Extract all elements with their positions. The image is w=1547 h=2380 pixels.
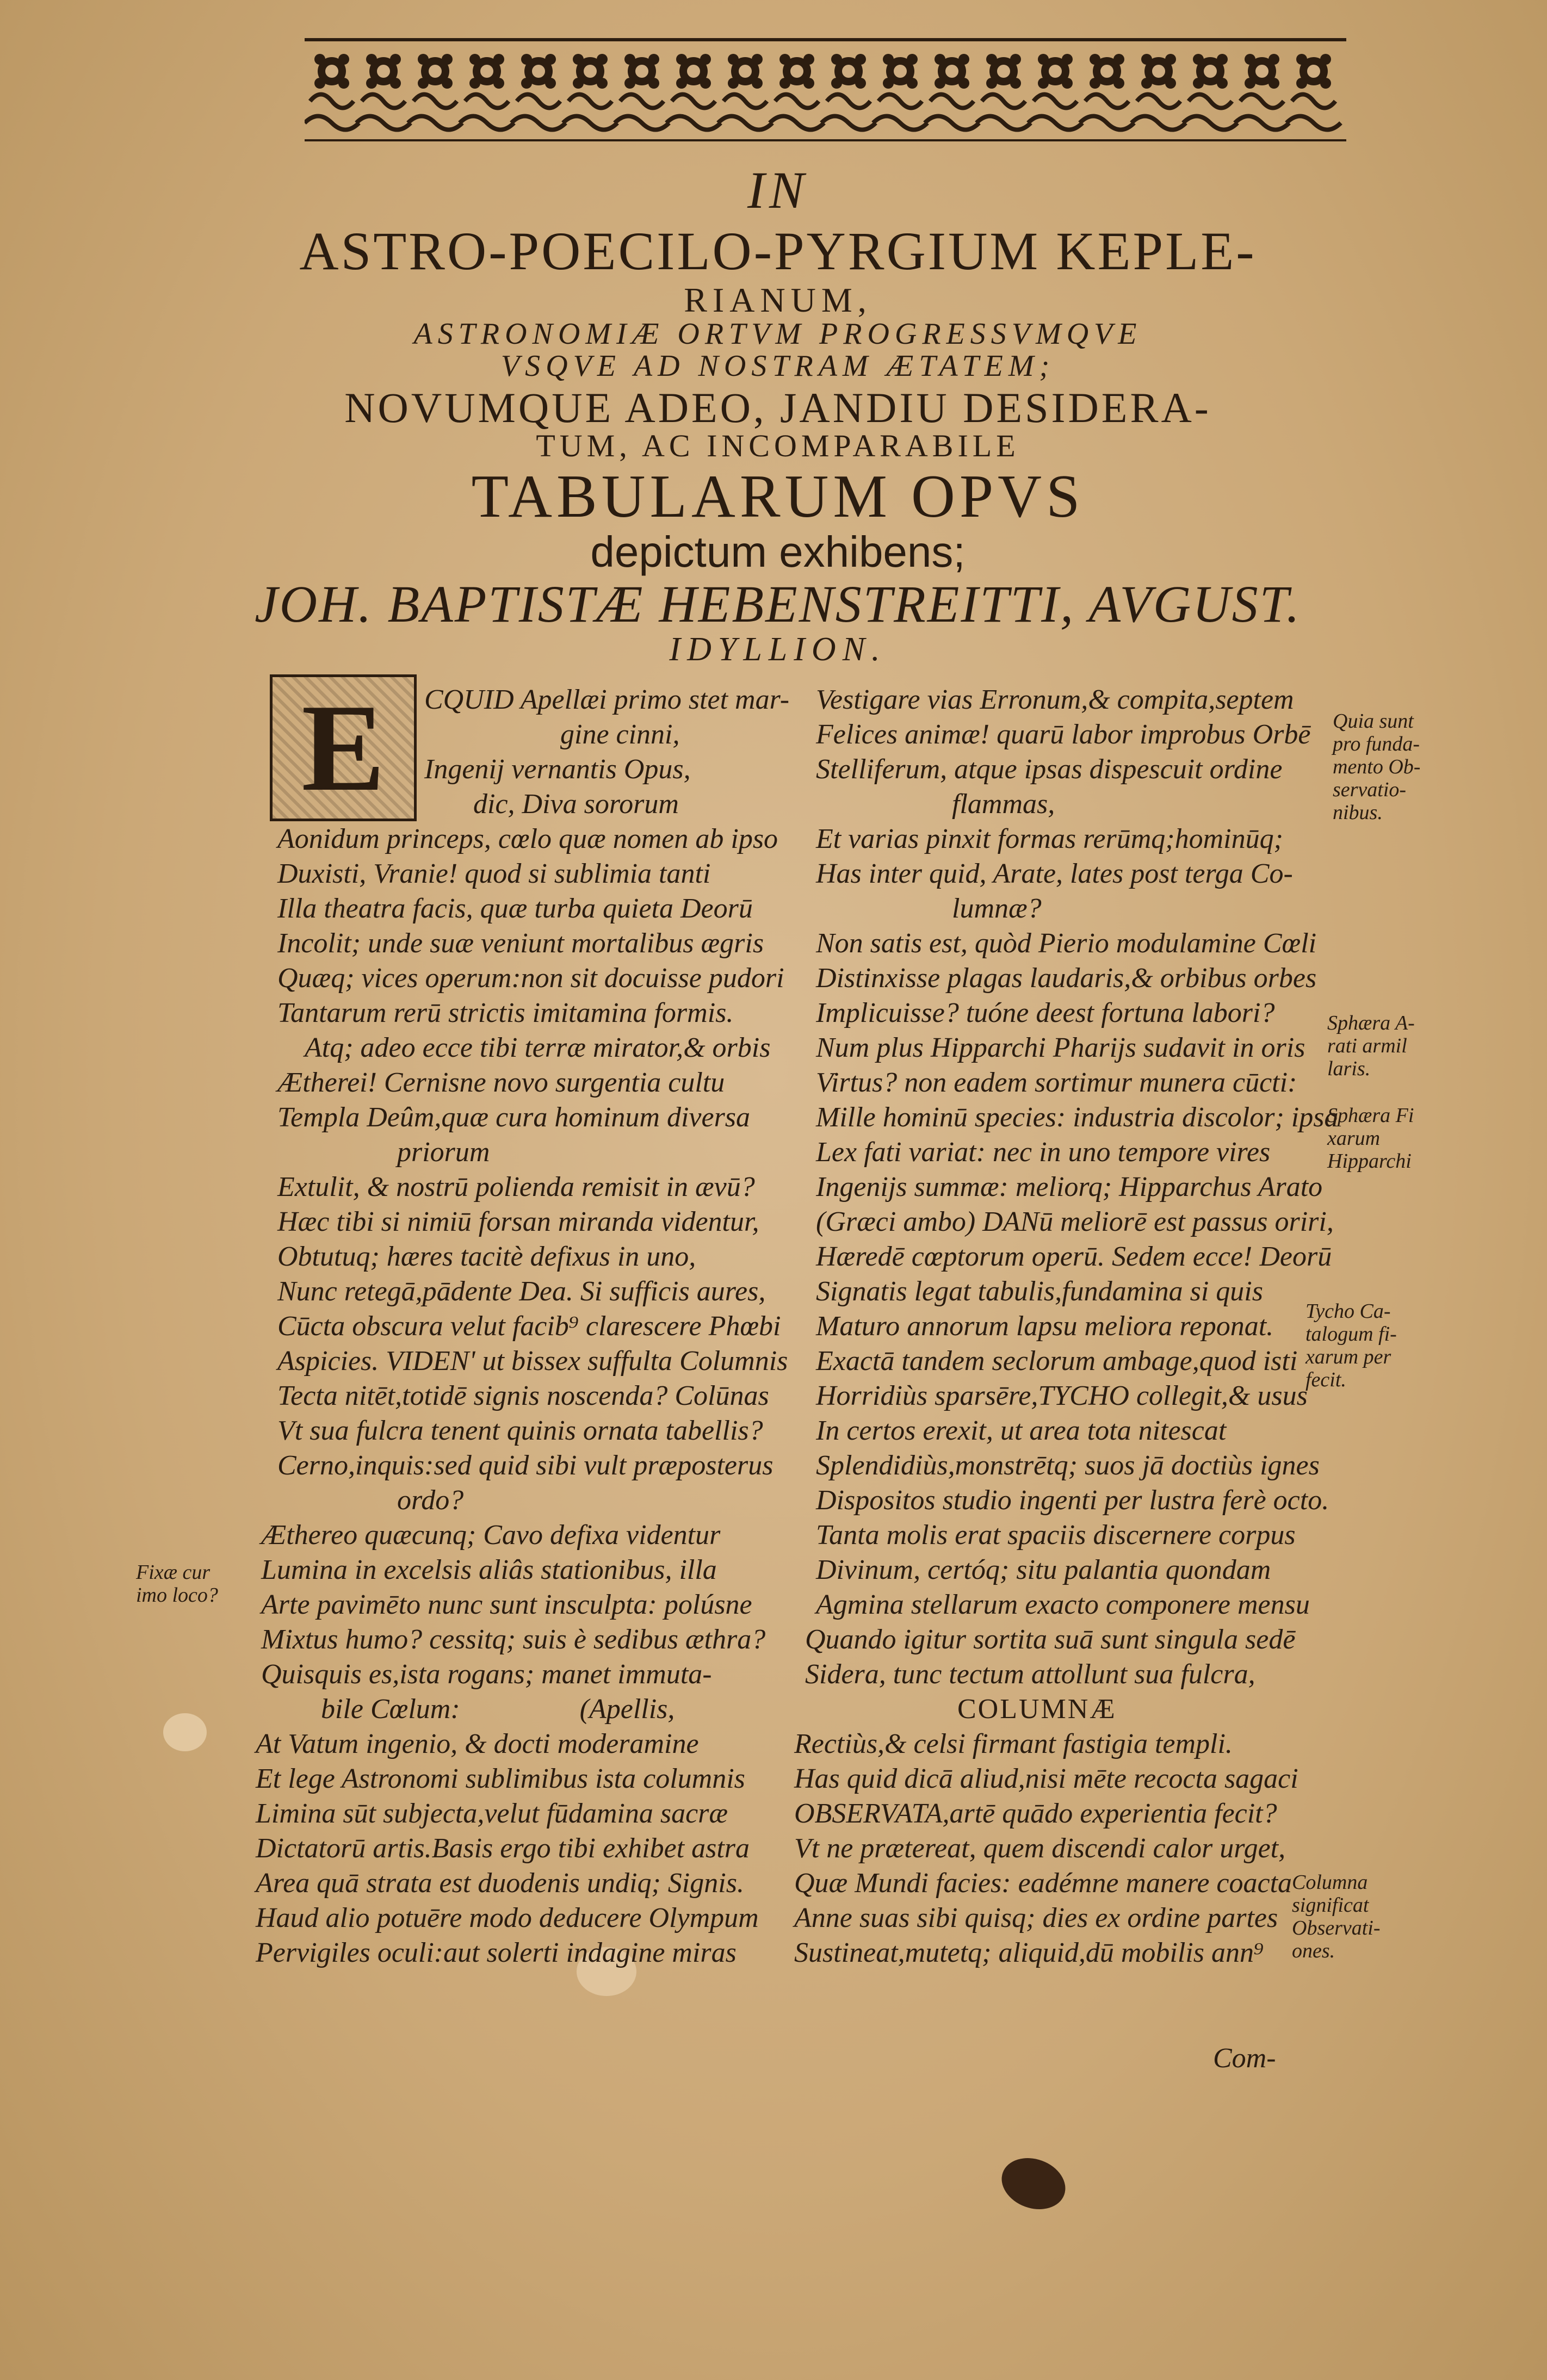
left-line: Quisquis es,ista rogans; manet immuta- bbox=[261, 1659, 712, 1690]
right-line: flammas, bbox=[952, 789, 1055, 820]
right-line: Virtus? non eadem sortimur munera cūcti: bbox=[816, 1067, 1297, 1098]
title-main: ASTRO-POECILO-PYRGIUM KEPLE- bbox=[299, 220, 1257, 281]
margin-note-line: talogum fi- bbox=[1305, 1323, 1397, 1346]
title-line7: TABULARUM OPVS bbox=[471, 463, 1085, 531]
right-line: Quando igitur sortita suā sunt singula sedē bbox=[805, 1624, 1296, 1655]
margin-note-line: Fixæ cur bbox=[136, 1561, 211, 1584]
right-line: Implicuisse? tuóne deest fortuna labori? bbox=[816, 997, 1275, 1028]
title-line8: depictum exhibens; bbox=[590, 527, 966, 576]
margin-note-line: servatio- bbox=[1333, 778, 1407, 801]
left-line: Area quā strata est duodenis undiq; Signis. bbox=[256, 1868, 744, 1899]
margin-note-line: Columna bbox=[1292, 1871, 1368, 1894]
margin-note-line: Observati- bbox=[1292, 1917, 1381, 1939]
left-line: Aonidum princeps, cœlo quæ nomen ab ipso bbox=[277, 823, 778, 854]
title-genre: IDYLLION. bbox=[669, 630, 887, 668]
margin-note-tycho bbox=[1305, 1300, 1397, 1391]
right-line: Splendidiùs,monstrētq; suos jā doctiùs ignes bbox=[816, 1450, 1320, 1481]
left-line: Arte pavimēto nunc sunt insculpta: polúsne bbox=[261, 1589, 752, 1620]
margin-note-sphaera-arati bbox=[1327, 1012, 1415, 1080]
right-line: Dispositos studio ingenti per lustra ferè octo. bbox=[816, 1485, 1329, 1516]
right-line: Has quid dicā aliud,nisi mēte recocta sagaci bbox=[794, 1763, 1298, 1794]
catchword: Com- bbox=[1213, 2043, 1276, 2074]
right-line: Quæ Mundi facies: eadémne manere coacta bbox=[794, 1868, 1292, 1899]
left-line: Tantarum rerū strictis imitamina formis. bbox=[277, 997, 734, 1028]
right-line: OBSERVATA,artē quādo experientia fecit? bbox=[794, 1798, 1277, 1829]
left-line: Ætherei! Cernisne novo surgentia cultu bbox=[277, 1067, 725, 1098]
right-line: Felices animæ! quarū labor improbus Orbē bbox=[816, 719, 1311, 750]
margin-note-line: Hipparchi bbox=[1327, 1150, 1412, 1173]
left-line: priorum bbox=[397, 1137, 490, 1168]
left-line: Æthereo quæcunq; Cavo defixa videntur bbox=[261, 1520, 721, 1551]
left-line-text: bile Cœlum: bbox=[321, 1694, 460, 1725]
left-line: Cerno,inquis:sed quid sibi vult præposterus bbox=[277, 1450, 774, 1481]
left-line: Pervigiles oculi:aut solerti indagine miras bbox=[256, 1937, 737, 1968]
paper-stain bbox=[163, 1713, 207, 1751]
left-line: At Vatum ingenio, & docti moderamine bbox=[256, 1728, 699, 1759]
margin-note-sphaera-hipparchi bbox=[1327, 1104, 1414, 1173]
right-line: Lex fati variat: nec in uno tempore vires bbox=[816, 1137, 1271, 1168]
title-block bbox=[228, 163, 1327, 667]
right-line: Horridiùs sparsēre,TYCHO collegit,& usus bbox=[816, 1380, 1308, 1411]
left-line bbox=[245, 1692, 783, 1727]
left-line: ordo? bbox=[397, 1485, 464, 1516]
right-line: Et varias pinxit formas rerūmq;hominūq; bbox=[816, 823, 1283, 854]
title-line5: NOVUMQUE ADEO, JANDIU DESIDERA- bbox=[344, 383, 1211, 431]
left-line: dic, Diva sororum bbox=[473, 789, 679, 820]
margin-note-line: ones. bbox=[1292, 1939, 1335, 1962]
left-line: CQUID Apellæi primo stet mar- bbox=[424, 684, 790, 715]
margin-note-line: fecit. bbox=[1305, 1368, 1346, 1391]
left-line: Quæq; vices operum:non sit docuisse pudori bbox=[277, 963, 784, 994]
left-line: Et lege Astronomi sublimibus ista columnis bbox=[256, 1763, 745, 1794]
left-apellis: (Apellis, bbox=[579, 1694, 675, 1725]
margin-note-line: Sphæra A- bbox=[1327, 1012, 1415, 1034]
title-main-cont: RIANUM, bbox=[684, 280, 872, 319]
margin-note-line: Sphæra Fi bbox=[1327, 1104, 1414, 1127]
title-in: IN bbox=[747, 161, 808, 219]
left-line: Cūcta obscura velut facib⁹ clarescere Phœbi bbox=[277, 1311, 781, 1342]
left-line: Limina sūt subjecta,velut fūdamina sacræ bbox=[256, 1798, 728, 1829]
left-line: Templa Deûm,quæ cura hominum diversa bbox=[277, 1102, 751, 1133]
margin-note-line: Tycho Ca- bbox=[1305, 1300, 1391, 1323]
left-line: Obtutuq; hæres tacitè defixus in uno, bbox=[277, 1241, 696, 1272]
margin-note-line: xarum per bbox=[1305, 1346, 1391, 1368]
right-line: Mille hominū species: industria discolor; ipsa bbox=[816, 1102, 1339, 1133]
right-line: Hæredē cœptorum operū. Sedem ecce! Deorū bbox=[816, 1241, 1332, 1272]
right-line: Agmina stellarum exacto componere mensu bbox=[816, 1589, 1310, 1620]
left-line: Ingenij vernantis Opus, bbox=[424, 754, 691, 785]
title-line3: ASTRONOMIÆ ORTVM PROGRESSVMQVE bbox=[413, 317, 1142, 351]
right-line: (Græci ambo) DANū meliorē est passus oriri, bbox=[816, 1206, 1334, 1237]
left-line: Vt sua fulcra tenent quinis ornata tabellis? bbox=[277, 1415, 763, 1446]
right-line: Anne suas sibi quisq; dies ex ordine partes bbox=[794, 1902, 1278, 1933]
right-line: Non satis est, quòd Pierio modulamine Cœli bbox=[816, 928, 1317, 959]
left-line: Haud alio potuēre modo deducere Olympum bbox=[256, 1902, 759, 1933]
flower-ornament-icon bbox=[305, 41, 1346, 139]
right-line: Exactā tandem seclorum ambage,quod isti bbox=[816, 1346, 1298, 1377]
margin-note-line: xarum bbox=[1327, 1127, 1381, 1150]
margin-note-line: pro funda- bbox=[1333, 733, 1420, 755]
right-line: Signatis legat tabulis,fundamina si quis bbox=[816, 1276, 1263, 1307]
margin-note-line: nibus. bbox=[1333, 801, 1383, 824]
right-line: Stelliferum, atque ipsas dispescuit ordine bbox=[816, 754, 1283, 785]
left-line: Atq; adeo ecce tibi terræ mirator,& orbis bbox=[305, 1032, 771, 1063]
margin-note-line: significat bbox=[1292, 1894, 1369, 1917]
left-line: Dictatorū artis.Basis ergo tibi exhibet astra bbox=[256, 1833, 750, 1864]
title-line6: TUM, AC INCOMPARABILE bbox=[536, 428, 1020, 464]
right-line: Has inter quid, Arate, lates post terga Co- bbox=[816, 858, 1293, 889]
left-line: Nunc retegā,pādente Dea. Si sufficis aures, bbox=[277, 1276, 766, 1307]
title-line4: VSQVE AD NOSTRAM ÆTATEM; bbox=[500, 349, 1055, 383]
left-line: gine cinni, bbox=[560, 719, 680, 750]
left-line: Duxisti, Vranie! quod si sublimia tanti bbox=[277, 858, 711, 889]
right-line: Vestigare vias Erronum,& compita,septem bbox=[816, 684, 1294, 715]
paper-stain bbox=[994, 2149, 1073, 2218]
right-line: Num plus Hipparchi Pharijs sudavit in oris bbox=[816, 1032, 1305, 1063]
margin-note-line: Quia sunt bbox=[1333, 710, 1414, 733]
left-line: Lumina in excelsis aliâs stationibus, illa bbox=[261, 1554, 717, 1585]
right-line: Maturo annorum lapsu meliora reponat. bbox=[816, 1311, 1274, 1342]
margin-note-line: laris. bbox=[1327, 1057, 1371, 1080]
title-author: JOH. BAPTISTÆ HEBENSTREITTI, AVGUST. bbox=[255, 574, 1301, 633]
left-line: Tecta nitēt,totidē signis noscenda? Colūnas bbox=[277, 1380, 769, 1411]
left-column bbox=[245, 678, 790, 1970]
right-line: Tanta molis erat spaciis discernere corpus bbox=[816, 1520, 1296, 1551]
left-line: Hæc tibi si nimiū forsan miranda videntur, bbox=[277, 1206, 759, 1237]
right-line: Rectiùs,& celsi firmant fastigia templi. bbox=[794, 1728, 1233, 1759]
left-line: Illa theatra facis, quæ turba quieta Deorū bbox=[277, 893, 753, 924]
right-line: Vt ne prætereat, quem discendi calor urget, bbox=[794, 1833, 1286, 1864]
margin-note-quia bbox=[1333, 710, 1420, 824]
margin-note-columna bbox=[1292, 1871, 1381, 1962]
right-line: Sidera, tunc tectum attollunt sua fulcra, bbox=[805, 1659, 1255, 1690]
margin-note-fixae bbox=[136, 1561, 218, 1607]
margin-note-line: rati armil bbox=[1327, 1034, 1407, 1057]
margin-note-line: mento Ob- bbox=[1333, 755, 1421, 778]
drop-cap-letter: E bbox=[301, 678, 385, 817]
right-line: Sustineat,mutetq; aliquid,dū mobilis ann⁹ bbox=[794, 1937, 1264, 1968]
left-line: Mixtus humo? cessitq; suis è sedibus æthra? bbox=[261, 1624, 766, 1655]
right-line: Distinxisse plagas laudaris,& orbibus orbes bbox=[816, 963, 1317, 994]
right-line: lumnæ? bbox=[952, 893, 1042, 924]
right-line: COLUMNÆ bbox=[957, 1694, 1117, 1725]
left-line: Extulit, & nostrū polienda remisit in ævū? bbox=[277, 1172, 755, 1203]
margin-note-line: imo loco? bbox=[136, 1584, 218, 1607]
right-line: Ingenijs summæ: meliorq; Hipparchus Arato bbox=[816, 1172, 1323, 1203]
left-line: Incolit; unde suæ veniunt mortalibus ægris bbox=[277, 928, 764, 959]
left-line: Aspicies. VIDEN' ut bissex suffulta Columnis bbox=[277, 1346, 788, 1377]
right-line: Divinum, certóq; situ palantia quondam bbox=[816, 1554, 1271, 1585]
ornament-band bbox=[305, 38, 1346, 141]
right-line: In certos erexit, ut area tota nitescat bbox=[816, 1415, 1227, 1446]
